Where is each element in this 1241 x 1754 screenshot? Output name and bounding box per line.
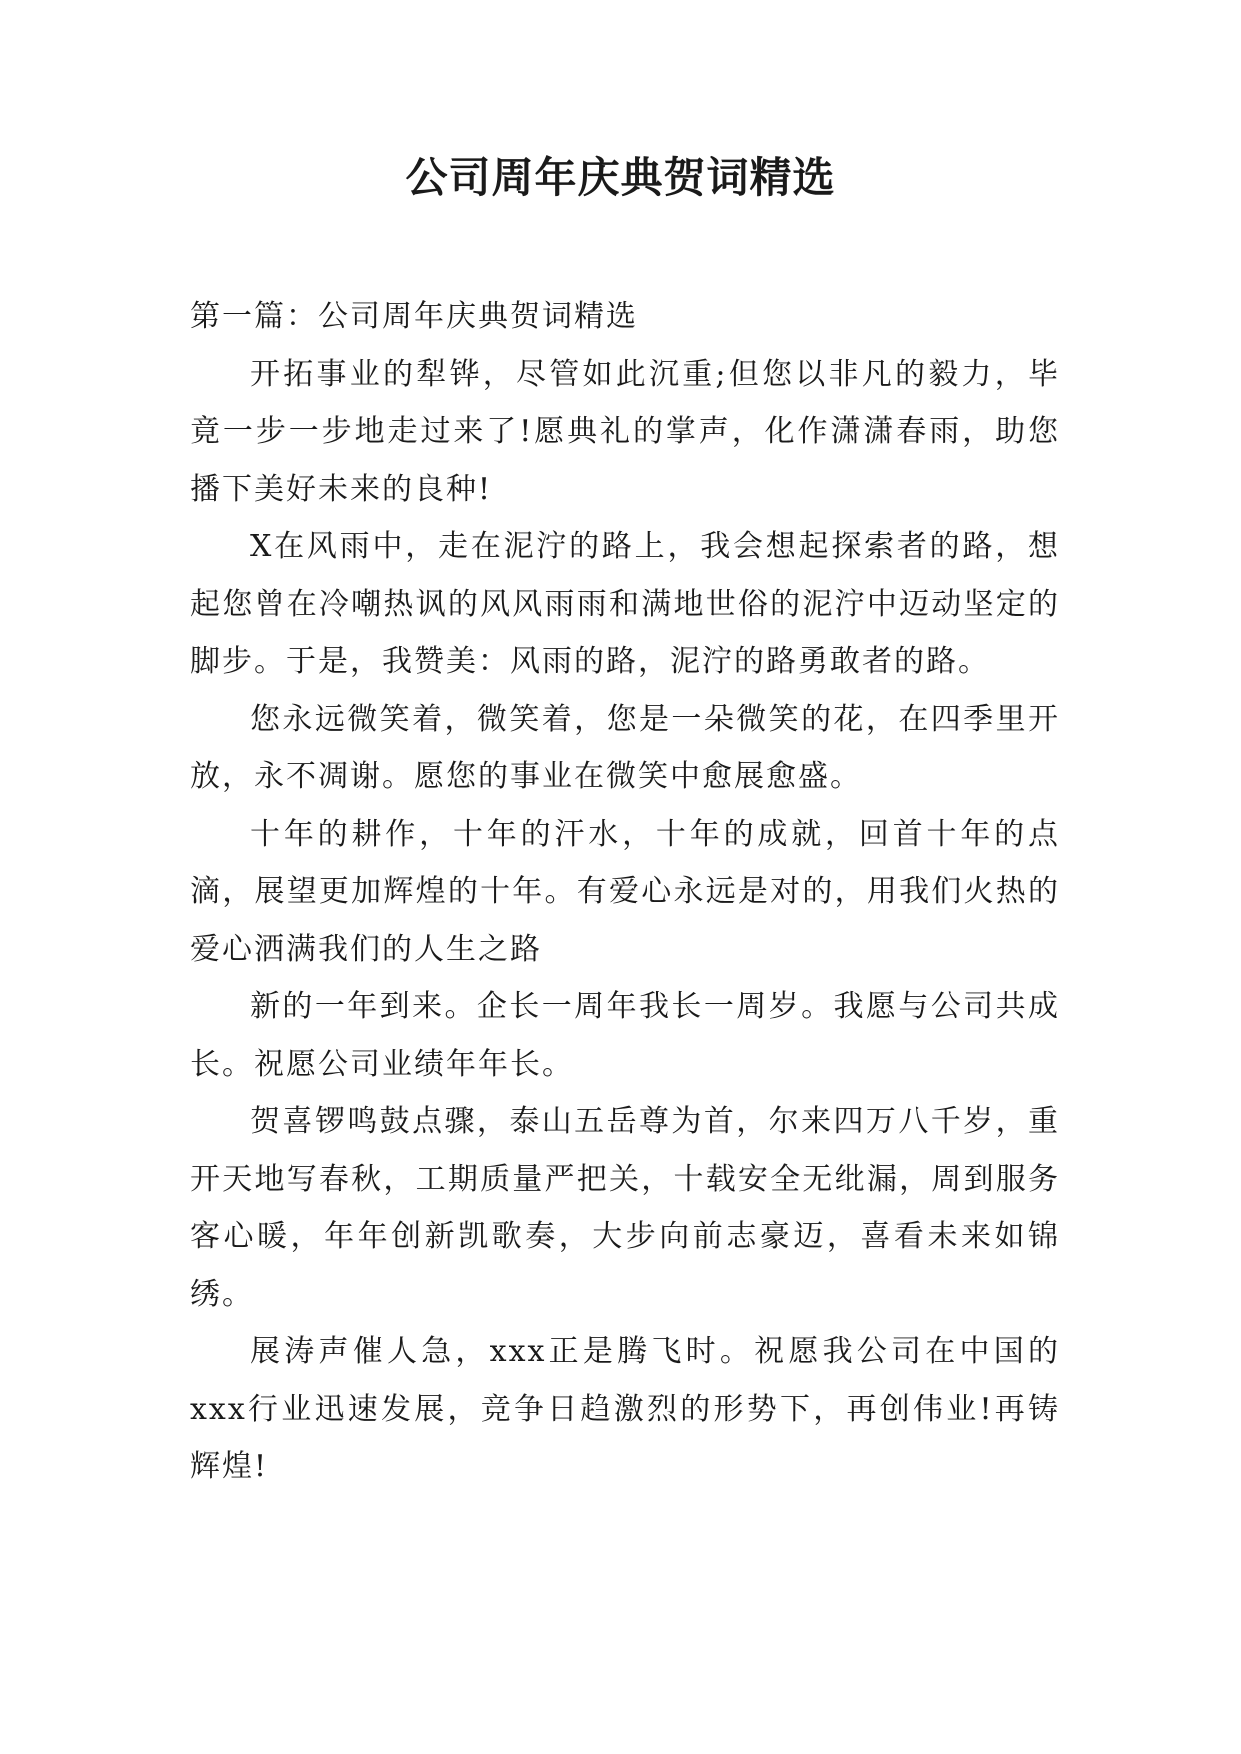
paragraph: 开拓事业的犁铧，尽管如此沉重;但您以非凡的毅力，毕竟一步一步地走过来了!愿典礼的掌声，化作潇潇春雨，助您播下美好未来的良种! [190,356,1060,507]
paragraph: 新的一年到来。企长一周年我长一周岁。我愿与公司共成长。祝愿公司业绩年年长。 [190,989,1060,1082]
paragraph: 十年的耕作，十年的汗水，十年的成就，回首十年的点滴，展望更加辉煌的十年。有爱心永远是对的，用我们火热的爱心洒满我们的人生之路 [190,816,1060,967]
document-body [190,288,1060,1496]
document-title: 公司周年庆典贺词精选 [405,153,836,202]
paragraph: 贺喜锣鸣鼓点骤，泰山五岳尊为首，尔来四万八千岁，重开天地写春秋，工期质量严把关，十载安全无纰漏，周到服务客心暖，年年创新凯歌奏，大步向前志豪迈，喜看未来如锦绣。 [190,1104,1060,1312]
paragraph: 您永远微笑着，微笑着，您是一朵微笑的花，在四季里开放，永不凋谢。愿您的事业在微笑中愈展愈盛。 [190,701,1060,794]
paragraph: X在风雨中，走在泥泞的路上，我会想起探索者的路，想起您曾在冷嘲热讽的风风雨雨和满地世俗的泥泞中迈动坚定的脚步。于是，我赞美：风雨的路，泥泞的路勇敢者的路。 [190,529,1060,679]
section-heading: 第一篇：公司周年庆典贺词精选 [190,299,638,334]
paragraph: 展涛声催人急，xxx正是腾飞时。祝愿我公司在中国的xxx行业迅速发展，竞争日趋激烈的形势下，再创伟业!再铸辉煌! [190,1334,1060,1484]
